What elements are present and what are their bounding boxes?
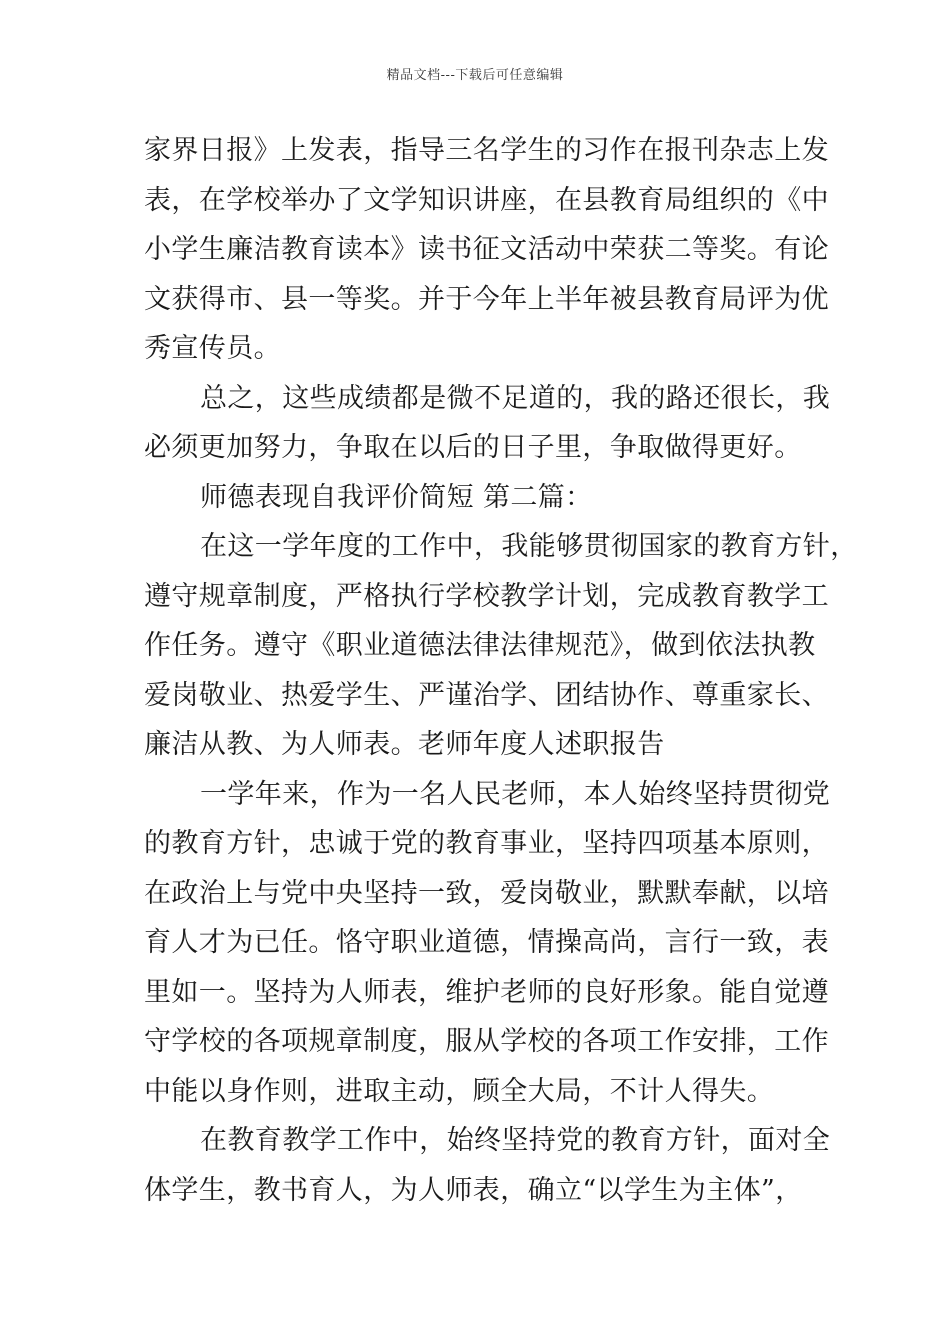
text-line: 家界日报》上发表，指导三名学生的习作在报刊杂志上发 xyxy=(144,135,829,166)
text-line: 表，在学校举办了文学知识讲座，在县教育局组织的《中 xyxy=(144,184,829,216)
text-line: 在政治上与党中央坚持一致，爱岗敬业，默默奉献，以培 xyxy=(144,877,829,909)
text-line: 遵守规章制度，严格执行学校教学计划，完成教育教学工 xyxy=(144,580,829,612)
text-line: 爱岗敬业、热爱学生、严谨治学、团结协作、尊重家长、 xyxy=(144,679,829,711)
text-line: 里如一。坚持为人师表，维护老师的良好形象。能自觉遵 xyxy=(144,976,829,1008)
text-line: 作任务。遵守《职业道德法律法律规范》，做到依法执教 xyxy=(144,630,816,661)
text-line: 体学生，教书育人，为人师表，确立“以学生为主体”， xyxy=(144,1174,803,1206)
section-heading: 师德表现自我评价简短 第二篇： xyxy=(200,481,593,513)
paragraph-start-line: 一学年来，作为一名人民老师，本人始终坚持贯彻党 xyxy=(200,778,831,810)
paragraph-start-line: 在这一学年度的工作中，我能够贯彻国家的教育方针， xyxy=(200,531,858,562)
text-line: 必须更加努力，争取在以后的日子里，争取做得更好。 xyxy=(144,432,802,463)
text-line: 文获得市、县一等奖。并于今年上半年被县教育局评为优 xyxy=(144,283,829,315)
document-body xyxy=(144,126,858,1215)
text-line: 的教育方针，忠诚于党的教育事业，坚持四项基本原则， xyxy=(144,828,829,859)
text-line: 秀宣传员。 xyxy=(144,333,281,364)
text-line: 守学校的各项规章制度，服从学校的各项工作安排，工作 xyxy=(144,1026,829,1057)
paragraph-start-line: 在教育教学工作中，始终坚持党的教育方针，面对全 xyxy=(200,1125,831,1156)
text-line: 育人才为已任。恪守职业道德，情操高尚，言行一致，表 xyxy=(144,927,829,958)
paragraph-start-line: 总之，这些成绩都是微不足道的，我的路还很长，我 xyxy=(200,382,831,414)
text-line: 中能以身作则，进取主动，顾全大局，不计人得失。 xyxy=(144,1075,775,1107)
page-header: 精品文档---下载后可任意编辑 xyxy=(386,68,564,83)
text-line: 廉洁从教、为人师表。老师年度人述职报告 xyxy=(144,729,665,760)
text-line: 小学生廉洁教育读本》读书征文活动中荣获二等奖。有论 xyxy=(144,234,829,265)
